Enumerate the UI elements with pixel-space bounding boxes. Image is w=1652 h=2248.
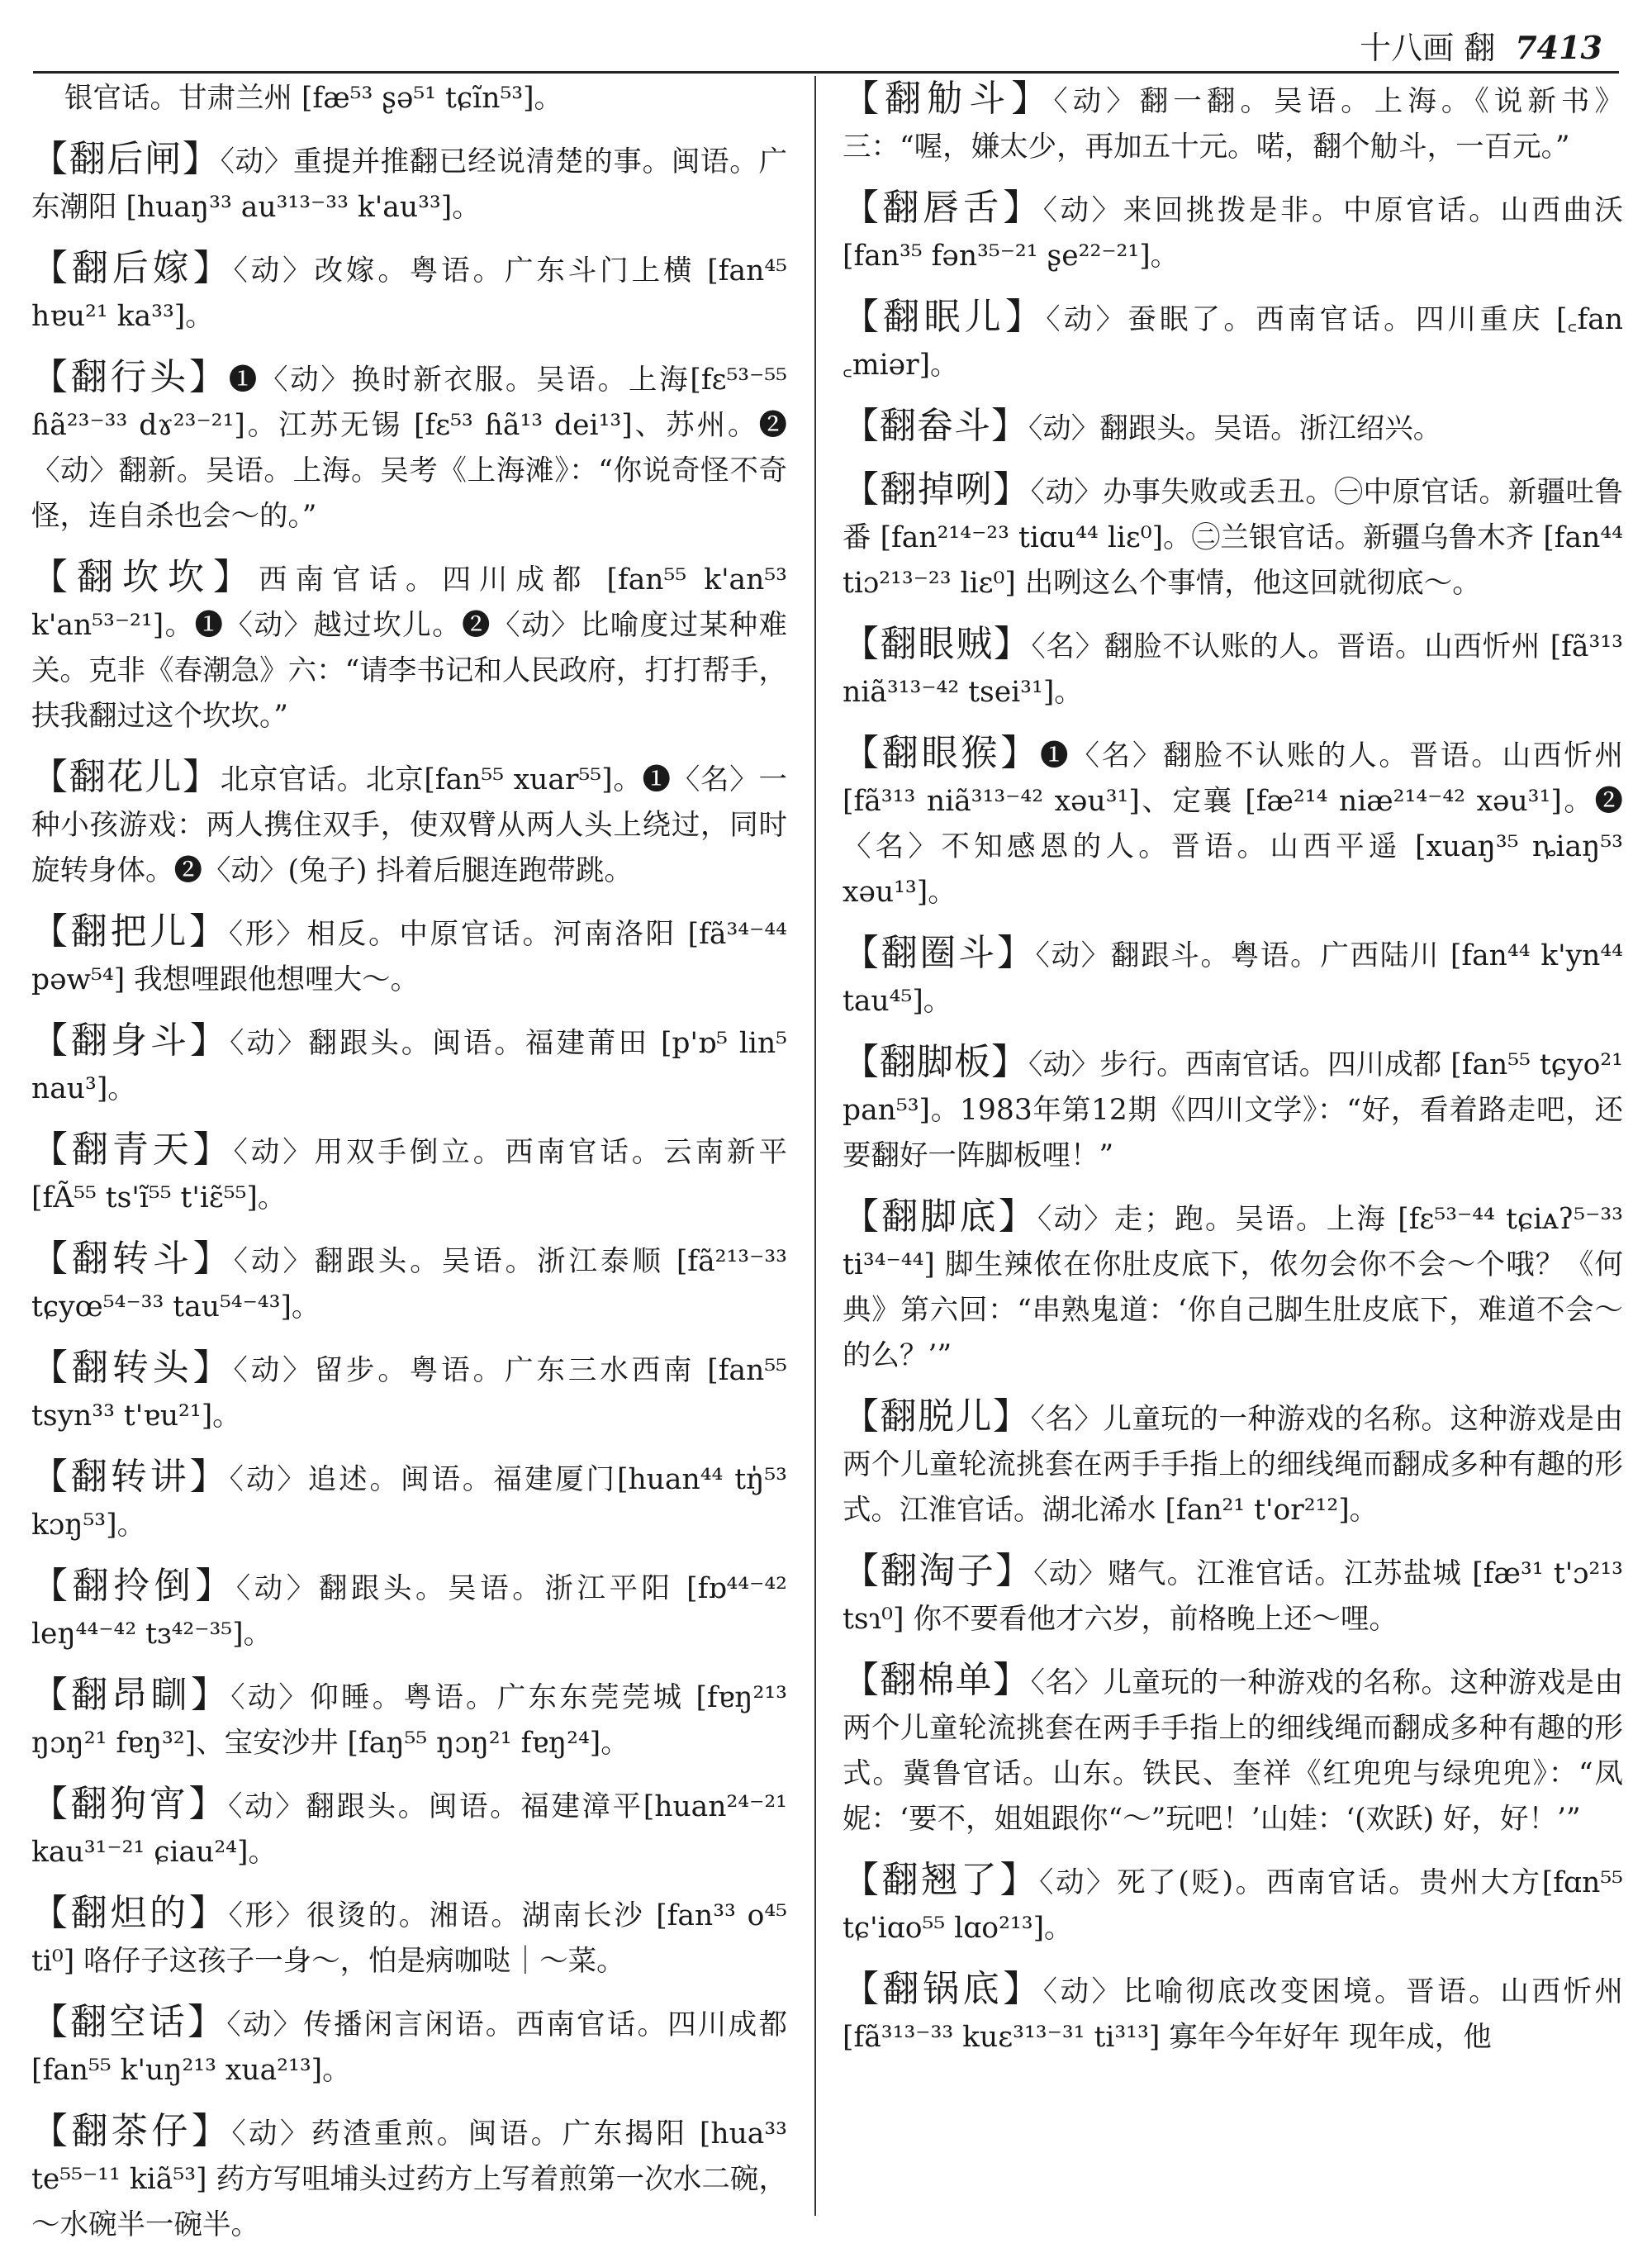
- dictionary-entry: 【翻脱儿】〈名〉儿童玩的一种游戏的名称。这种游戏是由两个儿童轮流挑套在两手手指上的细线绳而翻成多种有趣的形式。江淮官话。湖北浠水 [fan²¹ t'or²¹²]。: [843, 1395, 1624, 1527]
- entry-headword: 【翻脚板】: [843, 1041, 1029, 1083]
- entry-headword: 【翻眼贼】: [843, 623, 1032, 665]
- page-header: [33, 25, 1619, 74]
- entry-headword: 【翻觔斗】: [843, 78, 1054, 120]
- dictionary-entry: 【翻转斗】〈动〉翻跟头。吴语。浙江泰顺 [fã²¹³⁻³³ tɕyœ⁵⁴⁻³³ tau⁵⁴⁻⁴³]。: [31, 1238, 787, 1324]
- dictionary-entry: 【翻掉咧】〈动〉办事失败或丢丑。㊀中原官话。新疆吐鲁番 [fan²¹⁴⁻²³ tiɑu⁴⁴ liɛ⁰]。㊁兰银官话。新疆乌鲁木齐 [fan⁴⁴ tiɔ²¹³⁻²³ liɛ⁰] 出咧这么个事情，他这回就彻底～。: [843, 468, 1624, 600]
- entry-headword: 【翻坎坎】: [31, 556, 259, 598]
- dictionary-entry: 【翻身斗】〈动〉翻跟头。闽语。福建莆田 [p'ɒ⁵ lin⁵ nau³]。: [31, 1019, 787, 1105]
- entry-headword: 【翻眼猴】: [843, 732, 1041, 774]
- entry-headword: 【翻后嫁】: [31, 247, 234, 289]
- entry-headword: 【翻行头】: [31, 356, 229, 398]
- entry-headword: 【翻身斗】: [31, 1019, 230, 1062]
- dictionary-entry: 【翻淘子】〈动〉赌气。江淮官话。江苏盐城 [fæ³¹ t'ɔ²¹³ tsɿ⁰] 你不要看他才六岁，前格晚上还～哩。: [843, 1550, 1623, 1636]
- column-divider: [814, 76, 816, 2216]
- dictionary-entry: 【翻青天】〈动〉用双手倒立。西南官话。云南新平 [fÃ⁵⁵ ts'ĩ⁵⁵ t'iɛ̃⁵⁵]。: [31, 1129, 788, 1214]
- dictionary-entry: 【翻脚底】〈动〉走；跑。吴语。上海 [fɛ⁵³⁻⁴⁴ tɕiᴀʔ⁵⁻³³ ti³⁴⁻⁴⁴] 脚生辣侬在你肚皮底下，侬勿会你不会～个哦？《何典》第六回：“串熟鬼道：‘你自己脚生肚皮底下，难道不会～的么？’”: [843, 1195, 1623, 1372]
- entry-headword: 【翻狗宵】: [31, 1783, 229, 1825]
- dictionary-entry: 【翻翘了】〈动〉死了(贬)。西南官话。贵州大方[fɑn⁵⁵ tɕ'iɑo⁵⁵ lɑo²¹³]。: [843, 1859, 1623, 1945]
- dictionary-entry: 【翻锅底】〈动〉比喻彻底改变困境。晋语。山西忻州 [fã³¹³⁻³³ kuɛ³¹³⁻³¹ ti³¹³] 寡年今年好年 现年成，他: [843, 1968, 1624, 2054]
- entry-headword: 【翻锅底】: [843, 1968, 1043, 2010]
- entry-headword: 【翻转斗】: [31, 1238, 234, 1280]
- entry-headword: 【翻后闸】: [31, 138, 221, 180]
- dictionary-entry: 【翻眼贼】〈名〉翻脸不认账的人。晋语。山西忻州 [fã³¹³ niã³¹³⁻⁴² tsei³¹]。: [843, 623, 1623, 709]
- dictionary-entry: 【翻花儿】北京官话。北京[fan⁵⁵ xuar⁵⁵]。❶〈名〉一种小孩游戏：两人携住双手，使双臂从两人头上绕过，同时旋转身体。❷〈动〉(兔子) 抖着后腿连跑带跳。: [31, 756, 788, 887]
- dictionary-entry: 【翻炟的】〈形〉很烫的。湘语。湖南长沙 [fan³³ o⁴⁵ ti⁰] 咯仔子这孩子一身～，怕是病咖哒｜～菜。: [31, 1892, 787, 1978]
- entry-headword: 【翻茶仔】: [31, 2110, 232, 2152]
- dictionary-entry: 【翻转头】〈动〉留步。粤语。广东三水西南 [fan⁵⁵ tsyn³³ t'ɐu²¹]。: [31, 1347, 787, 1433]
- dictionary-entry: 【翻茶仔】〈动〉药渣重煎。闽语。广东揭阳 [hua³³ te⁵⁵⁻¹¹ kiã⁵³] 药方写咀埔头过药方上写着煎第一次水二碗，～水碗半一碗半。: [31, 2110, 788, 2241]
- dictionary-entry: 【翻棉单】〈名〉儿童玩的一种游戏的名称。这种游戏是由两个儿童轮流挑套在两手手指上的细线绳而翻成多种有趣的形式。冀鲁官话。山东。铁民、奎祥《红兜兜与绿兜兜》：“凤妮：‘要不，姐姐跟你“～”玩吧！’山娃：‘(欢跃) 好，好！’”: [843, 1659, 1624, 1836]
- dictionary-entry: 【翻脚板】〈动〉步行。西南官话。四川成都 [fan⁵⁵ tɕyo²¹ pan⁵³]。1983年第12期《四川文学》：“好，看着路走吧，还要翻好一阵脚板哩！”: [843, 1041, 1624, 1172]
- dictionary-entry: 【翻畚斗】〈动〉翻跟头。吴语。浙江绍兴。: [843, 405, 1442, 447]
- entry-headword: 【翻青天】: [31, 1129, 234, 1171]
- dictionary-entry: 【翻转讲】〈动〉追述。闽语。福建厦门[huan⁴⁴ tŋ̍⁵³ kɔŋ⁵³]。: [31, 1456, 787, 1542]
- dictionary-entry: 【翻行头】❶〈动〉换时新衣服。吴语。上海[fɛ⁵³⁻⁵⁵ ɦã²³⁻³³ dɤ²³⁻²¹]。江苏无锡 [fɛ⁵³ ɦã¹³ dei¹³]、苏州。❷〈动〉翻新。吴语。上海。吴考《上海滩》：“你说奇怪不奇怪，连自杀也会～的。”: [31, 356, 787, 533]
- entry-headword: 【翻花儿】: [31, 756, 221, 798]
- dictionary-entry: 【翻觔斗】〈动〉翻一翻。吴语。上海。《说新书》三：“喔，嫌太少，再加五十元。喏，翻个觔斗，一百元。”: [843, 78, 1624, 164]
- entry-headword: 【翻掉咧】: [843, 468, 1031, 511]
- dictionary-entry: 【翻后嫁】〈动〉改嫁。粤语。广东斗门上横 [fan⁴⁵ hɐu²¹ ka³³]。: [31, 247, 787, 333]
- entry-headword: 【翻转头】: [31, 1347, 234, 1389]
- dictionary-entry: 【翻空话】〈动〉传播闲言闲语。西南官话。四川成都 [fan⁵⁵ k'uŋ²¹³ xua²¹³]。: [31, 2001, 787, 2087]
- dictionary-entry: 【翻坎坎】西南官话。四川成都 [fan⁵⁵ k'an⁵³ k'an⁵³⁻²¹]。❶〈动〉越过坎儿。❷〈动〉比喻度过某种难关。克非《春潮急》六：“请李书记和人民政府，打打帮手，扶我翻过这个坎坎。”: [31, 556, 787, 733]
- dictionary-entry: 【翻狗宵】〈动〉翻跟头。闽语。福建漳平[huan²⁴⁻²¹ kau³¹⁻²¹ ɕiau²⁴]。: [31, 1783, 788, 1869]
- entry-headword: 【翻昂瞓】: [31, 1674, 231, 1716]
- entry-headword: 【翻唇舌】: [843, 187, 1043, 229]
- entry-headword: 【翻把儿】: [31, 910, 229, 953]
- entry-headword: 【翻淘子】: [843, 1550, 1034, 1592]
- dictionary-entry: 【翻把儿】〈形〉相反。中原官话。河南洛阳 [fã³⁴⁻⁴⁴ pəw⁵⁴] 我想哩跟他想哩大～。: [31, 910, 788, 996]
- dictionary-entry: 【翻昂瞓】〈动〉仰睡。粤语。广东东莞莞城 [fɐŋ²¹³ ŋɔŋ²¹ fɐŋ³²]、宝安沙井 [faŋ⁵⁵ ŋɔŋ²¹ fɐŋ²⁴]。: [31, 1674, 788, 1760]
- entry-headword: 【翻炟的】: [31, 1892, 229, 1934]
- dictionary-entry: 【翻拎倒】〈动〉翻跟头。吴语。浙江平阳 [fɒ⁴⁴⁻⁴² leŋ⁴⁴⁻⁴² tɜ⁴²⁻³⁵]。: [31, 1565, 787, 1651]
- left-column: [31, 76, 788, 2241]
- section-title: 十八画 翻: [1360, 30, 1496, 66]
- dictionary-entry: 银官话。甘肃兰州 [fæ⁵³ ʂə⁵¹ tɕĩn⁵³]。: [64, 82, 563, 115]
- entry-headword: 【翻脱儿】: [843, 1395, 1031, 1438]
- dictionary-entry: 【翻后闸】〈动〉重提并推翻已经说清楚的事。闽语。广东潮阳 [huaŋ³³ au³¹³⁻³³ k'au³³]。: [31, 138, 787, 224]
- right-column: [843, 76, 1623, 2216]
- entry-headword: 【翻空话】: [31, 2001, 227, 2043]
- entry-headword: 【翻翘了】: [843, 1859, 1040, 1901]
- entry-headword: 【翻转讲】: [31, 1456, 230, 1498]
- entry-headword: 【翻棉单】: [843, 1659, 1031, 1701]
- entry-headword: 【翻畚斗】: [843, 405, 1028, 447]
- entry-headword: 【翻脚底】: [843, 1195, 1037, 1238]
- entry-headword: 【翻圈斗】: [843, 932, 1036, 974]
- dictionary-entry: 【翻眠儿】〈动〉蚕眠了。西南官话。四川重庆 [꜀fan ꜀miər]。: [843, 296, 1624, 382]
- dictionary-entry: 【翻眼猴】❶〈名〉翻脸不认账的人。晋语。山西忻州 [fã³¹³ niã³¹³⁻⁴² xəu³¹]、定襄 [fæ²¹⁴ niæ²¹⁴⁻⁴² xəu³¹]。❷〈名〉不知感恩的人。晋语。山西平遥 [xuaŋ³⁵ ȵiaŋ⁵³ xəu¹³]。: [843, 732, 1624, 909]
- entry-headword: 【翻眠儿】: [843, 296, 1047, 338]
- dictionary-entry: 【翻唇舌】〈动〉来回挑拨是非。中原官话。山西曲沃 [fan³⁵ fən³⁵⁻²¹ ʂe²²⁻²¹]。: [843, 187, 1624, 273]
- page-number: 7413: [1515, 29, 1602, 66]
- dictionary-entry: 【翻圈斗】〈动〉翻跟斗。粤语。广西陆川 [fan⁴⁴ k'yn⁴⁴ tau⁴⁵]。: [843, 932, 1623, 1018]
- entry-headword: 【翻拎倒】: [31, 1565, 236, 1607]
